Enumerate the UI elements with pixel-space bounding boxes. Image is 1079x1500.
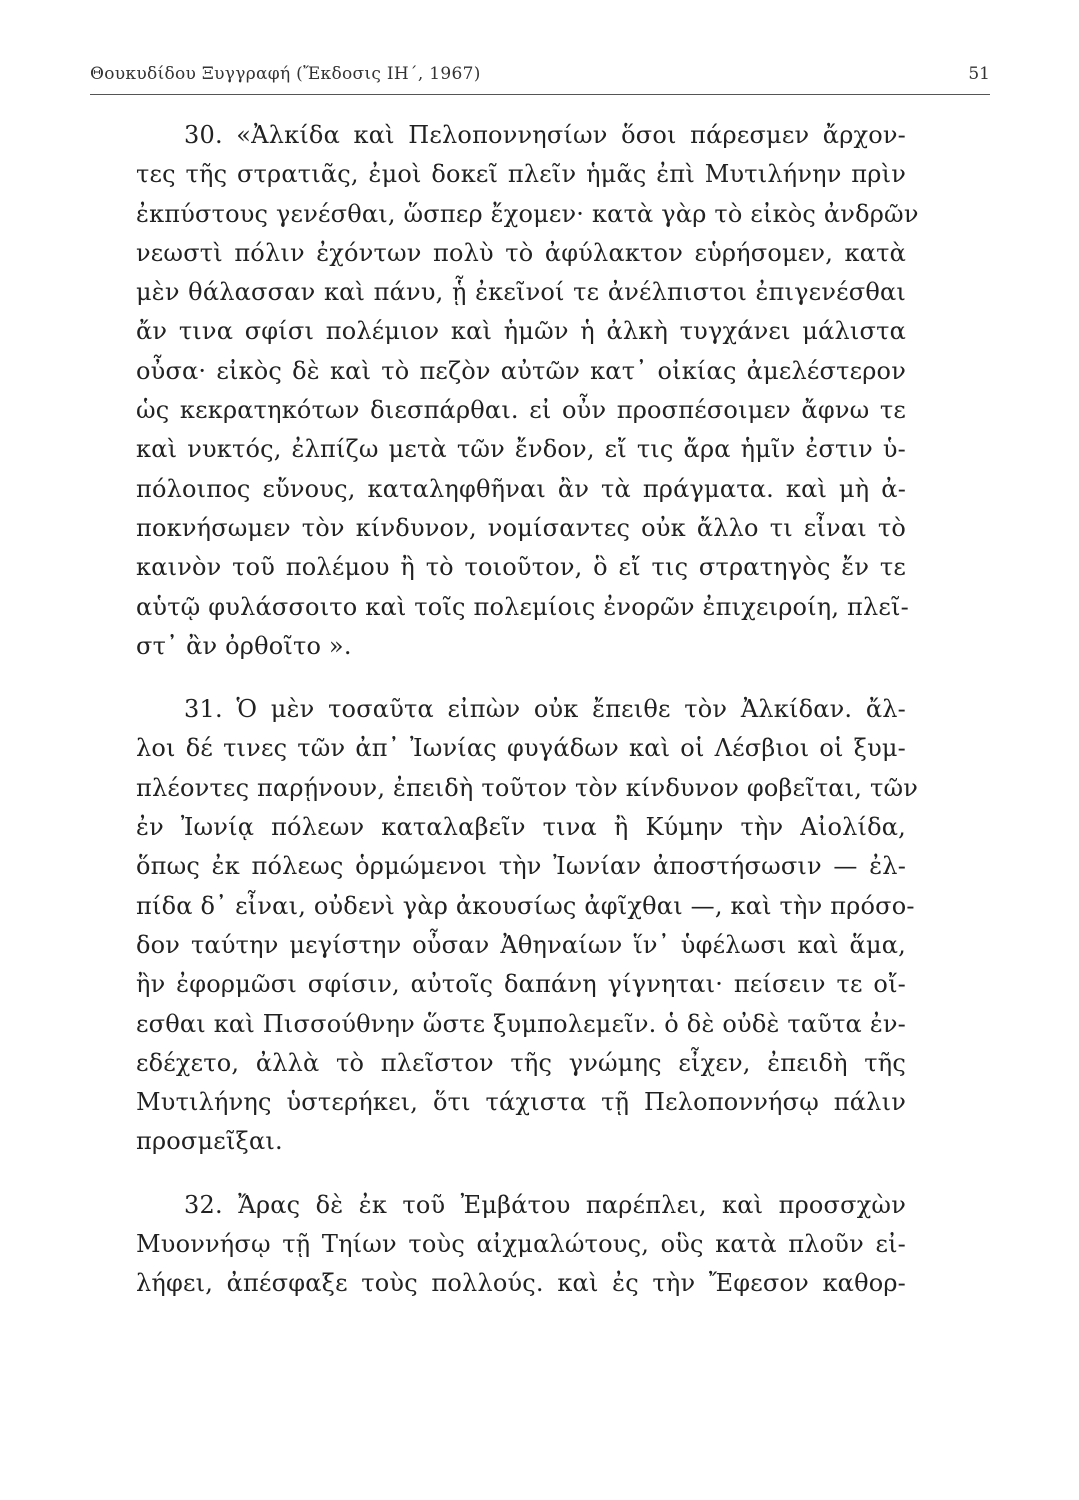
paragraph-gap xyxy=(136,666,906,690)
text-line: λοι δέ τινες τῶν ἀπ᾽ Ἰωνίας φυγάδων καὶ οἱ Λέσβιοι οἱ ξυμ- xyxy=(136,734,906,763)
text-line: στ᾽ ἂν ὀρθοῖτο ». xyxy=(136,631,352,660)
text-line: καὶ νυκτός, ἐλπίζω μετὰ τῶν ἔνδον, εἴ τις ἄρα ἡμῖν ἐστιν ὑ- xyxy=(136,435,906,464)
text-line: Μυτιλήνης ὑστερήκει, ὅτι τάχιστα τῇ Πελοποννήσῳ πάλιν xyxy=(136,1088,906,1117)
paragraph-30 xyxy=(136,116,919,666)
text-line: ποκνήσωμεν τὸν κίνδυνον, νομίσαντες οὐκ ἄλλο τι εἶναι τὸ xyxy=(136,513,906,542)
running-head-title: Θουκυδίδου Ξυγγραφή (Ἔκδοσις ΙΗ΄, 1967) xyxy=(90,64,481,84)
text-line: ἐκπύστους γενέσθαι, ὥσπερ ἔχομεν· κατὰ γὰρ τὸ εἰκὸς ἀνδρῶν xyxy=(136,199,919,228)
text-line: εσθαι καὶ Πισσούθνην ὥστε ξυμπολεμεῖν. ὁ δὲ οὐδὲ ταῦτα ἐν- xyxy=(136,1009,906,1038)
text-line: ἢν ἐφορμῶσι σφίσιν, αὐτοῖς δαπάνη γίγνηται· πείσειν τε οἴ- xyxy=(136,970,906,999)
paragraph-gap xyxy=(136,1162,906,1186)
text-line: Μυοννήσῳ τῇ Τηίων τοὺς αἰχμαλώτους, οὓς κατὰ πλοῦν εἰ- xyxy=(136,1230,906,1259)
text-line: πλέοντες παρῄνουν, ἐπειδὴ τοῦτον τὸν κίνδυνον φοβεῖται, τῶν xyxy=(136,773,919,802)
body-text xyxy=(136,116,919,1304)
paragraph-32 xyxy=(136,1186,906,1304)
text-line: πίδα δ᾽ εἶναι, οὐδενὶ γὰρ ἀκουσίως ἀφῖχθαι —, καὶ τὴν πρόσο- xyxy=(136,891,915,920)
text-line: εδέχετο, ἀλλὰ τὸ πλεῖστον τῆς γνώμης εἶχεν, ἐπειδὴ τῆς xyxy=(136,1048,906,1077)
text-line: οὖσα· εἰκὸς δὲ καὶ τὸ πεζὸν αὐτῶν κατ᾽ οἰκίας ἀμελέστερον xyxy=(136,356,906,385)
paragraph-31 xyxy=(136,690,919,1162)
text-line: καινὸν τοῦ πολέμου ἢ τὸ τοιοῦτον, ὃ εἴ τις στρατηγὸς ἔν τε xyxy=(136,553,906,582)
text-line: 30. «Ἀλκίδα καὶ Πελοποννησίων ὅσοι πάρεσμεν ἄρχον- xyxy=(184,121,906,149)
text-line: λήφει, ἀπέσφαξε τοὺς πολλούς. καὶ ἐς τὴν Ἔφεσον καθορ- xyxy=(136,1269,906,1298)
text-line: νεωστὶ πόλιν ἐχόντων πολὺ τὸ ἀφύλακτον εὑρήσομεν, κατὰ xyxy=(136,238,906,267)
text-line: προσμεῖξαι. xyxy=(136,1127,283,1156)
text-line: 32. Ἄρας δὲ ἐκ τοῦ Ἐμβάτου παρέπλει, καὶ προσσχὼν xyxy=(184,1190,906,1219)
text-line: μὲν θάλασσαν καὶ πάνυ, ᾗ ἐκεῖνοί τε ἀνέλπιστοι ἐπιγενέσθαι xyxy=(136,278,906,307)
running-head xyxy=(90,60,990,90)
page-number: 51 xyxy=(968,64,990,84)
text-line: ἄν τινα σφίσι πολέμιον καὶ ἡμῶν ἡ ἀλκὴ τυγχάνει μάλιστα xyxy=(136,317,906,346)
text-line: δον ταύτην μεγίστην οὖσαν Ἀθηναίων ἵν᾽ ὑφέλωσι καὶ ἅμα, xyxy=(136,930,906,959)
text-line: πόλοιπος εὔνους, καταληφθῆναι ἂν τὰ πράγματα. καὶ μὴ ἀ- xyxy=(136,474,906,503)
text-line: ἐν Ἰωνίᾳ πόλεων καταλαβεῖν τινα ἢ Κύμην τὴν Αἰολίδα, xyxy=(136,813,906,842)
text-line: 31. Ὁ μὲν τοσαῦτα εἰπὼν οὐκ ἔπειθε τὸν Ἀλκίδαν. ἄλ- xyxy=(184,695,906,724)
text-line: ὅπως ἐκ πόλεως ὁρμώμενοι τὴν Ἰωνίαν ἀποστήσωσιν — ἐλ- xyxy=(136,852,906,881)
header-rule xyxy=(90,94,990,95)
text-line: αὑτῷ φυλάσσοιτο καὶ τοῖς πολεμίοις ἐνορῶν ἐπιχειροίη, πλεῖ- xyxy=(136,592,909,621)
text-line: τες τῆς στρατιᾶς, ἐμοὶ δοκεῖ πλεῖν ἡμᾶς ἐπὶ Μυτιλήνην πρὶν xyxy=(136,160,906,189)
text-line: ὡς κεκρατηκότων διεσπάρθαι. εἰ οὖν προσπέσοιμεν ἄφνω τε xyxy=(136,396,906,425)
